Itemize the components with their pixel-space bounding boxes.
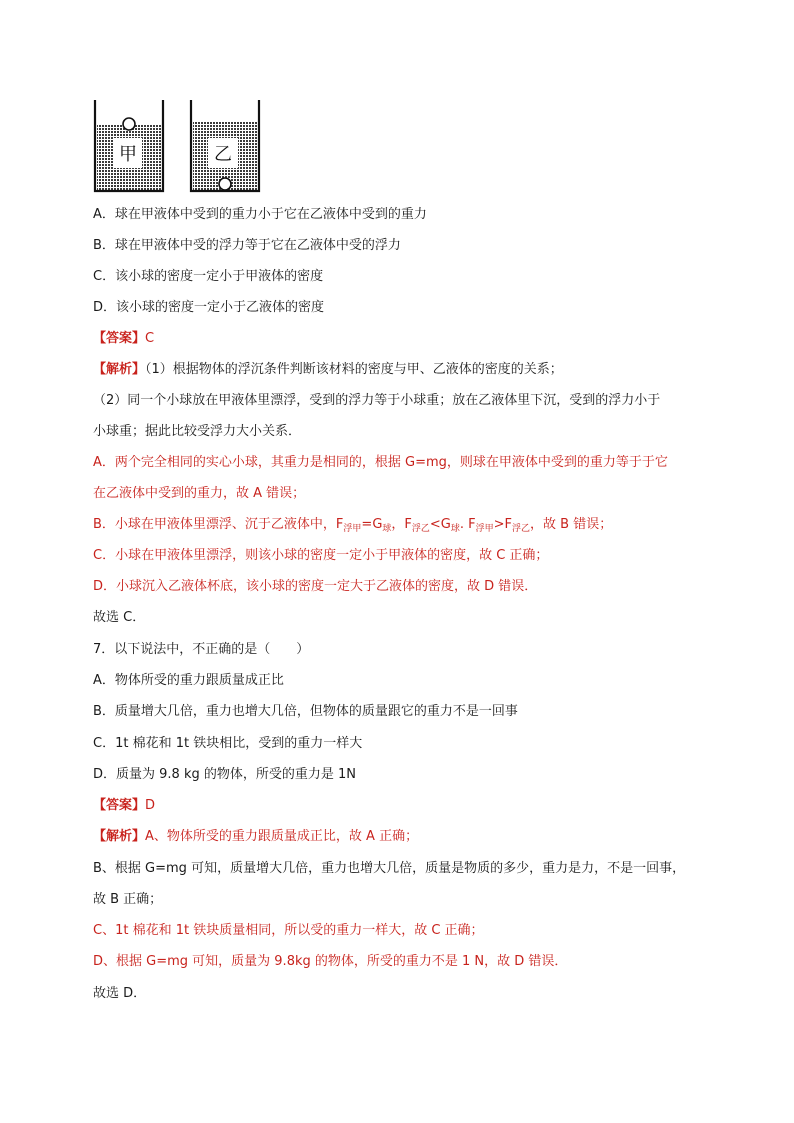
subscript: 浮乙 (411, 524, 430, 534)
q6-explain-a-line2: 在乙液体中受到的重力，故 A 错误； (93, 486, 306, 501)
q6-answer (93, 330, 154, 348)
explain-b-text: . F (459, 517, 476, 532)
explain-b-text: >F (493, 517, 513, 532)
q7-answer (93, 797, 155, 815)
q6-conclusion: 故选 C． (93, 610, 146, 625)
q7-option-a: A．物体所受的重力跟质量成正比 (93, 673, 284, 688)
sunken-ball (219, 178, 231, 190)
subscript: 浮甲 (343, 524, 362, 534)
q7-analysis-d: D、根据 G=mg 可知，质量为 9.8kg 的物体，所受的重力不是 1 N，故 D 错误． (93, 954, 568, 969)
q6-analysis-intro (93, 361, 563, 379)
q6-option-c: C．该小球的密度一定小于甲液体的密度 (93, 269, 324, 284)
q6-explain-d: D．小球沉入乙液体杯底，该小球的密度一定大于乙液体的密度，故 D 错误． (93, 579, 538, 594)
explain-b-text: <G (429, 517, 451, 532)
q6-explain-c: C．小球在甲液体里漂浮，则该小球的密度一定小于甲液体的密度，故 C 正确； (93, 548, 549, 563)
q6-analysis-p2-line1: （2）同一个小球放在甲液体里漂浮，受到的浮力等于小球重；放在乙液体里下沉，受到的浮力小于 (93, 393, 661, 408)
q7-question: 7．以下说法中，不正确的是（ ） (93, 642, 310, 657)
beaker-label-jia: 甲 (119, 144, 137, 165)
beakers-figure (90, 98, 268, 194)
floating-ball (123, 118, 135, 130)
q7-analysis-b-line1: B、根据 G=mg 可知，质量增大几倍，重力也增大几倍，质量是物质的多少，重力是力，不是一回事， (93, 861, 686, 876)
analysis-tag: 【解析】 (93, 829, 146, 844)
q7-option-b: B．质量增大几倍，重力也增大几倍，但物体的质量跟它的重力不是一回事 (93, 704, 518, 719)
beaker-label-yi: 乙 (214, 144, 232, 165)
answer-value: D (145, 798, 156, 813)
q7-analysis-c: C、1t 棉花和 1t 铁块质量相同，所以受的重力一样大，故 C 正确； (93, 923, 484, 938)
q7-option-c: C．1t 棉花和 1t 铁块相比，受到的重力一样大 (93, 736, 363, 751)
analysis-text: A、物体所受的重力跟质量成正比，故 A 正确； (145, 829, 419, 844)
answer-tag: 【答案】 (93, 331, 146, 346)
analysis-tag: 【解析】 (93, 362, 146, 377)
q7-analysis-b-line2: 故 B 正确； (93, 892, 163, 907)
answer-tag: 【答案】 (93, 798, 146, 813)
explain-b-text: =G (361, 517, 383, 532)
q6-explain-b (93, 516, 612, 535)
q6-explain-a-line1: A．两个完全相同的实心小球，其重力是相同的，根据 G=mg，则球在甲液体中受到的重力等于于它 (93, 455, 668, 470)
explain-b-text: ，F (391, 517, 412, 532)
q7-option-d: D．质量为 9.8 kg 的物体，所受的重力是 1N (93, 767, 356, 782)
q7-conclusion: 故选 D． (93, 986, 147, 1001)
q6-option-a: A．球在甲液体中受到的重力小于它在乙液体中受到的重力 (93, 207, 427, 222)
explain-b-text: ，故 B 错误； (530, 517, 613, 532)
subscript: 浮甲 (475, 524, 494, 534)
subscript: 球 (450, 524, 460, 534)
analysis-text: （1）根据物体的浮沉条件判断该材料的密度与甲、乙液体的密度的关系； (145, 362, 563, 377)
explain-b-text: B．小球在甲液体里漂浮、沉于乙液体中，F (93, 517, 344, 532)
q6-analysis-p2-line2: 小球重；据此比较受浮力大小关系． (93, 424, 302, 439)
q7-analysis-a (93, 828, 418, 846)
q6-option-d: D．该小球的密度一定小于乙液体的密度 (93, 300, 325, 315)
q6-option-b: B．球在甲液体中受的浮力等于它在乙液体中受的浮力 (93, 238, 401, 253)
answer-value: C (145, 331, 155, 346)
subscript: 球 (382, 524, 392, 534)
subscript: 浮乙 (512, 524, 531, 534)
